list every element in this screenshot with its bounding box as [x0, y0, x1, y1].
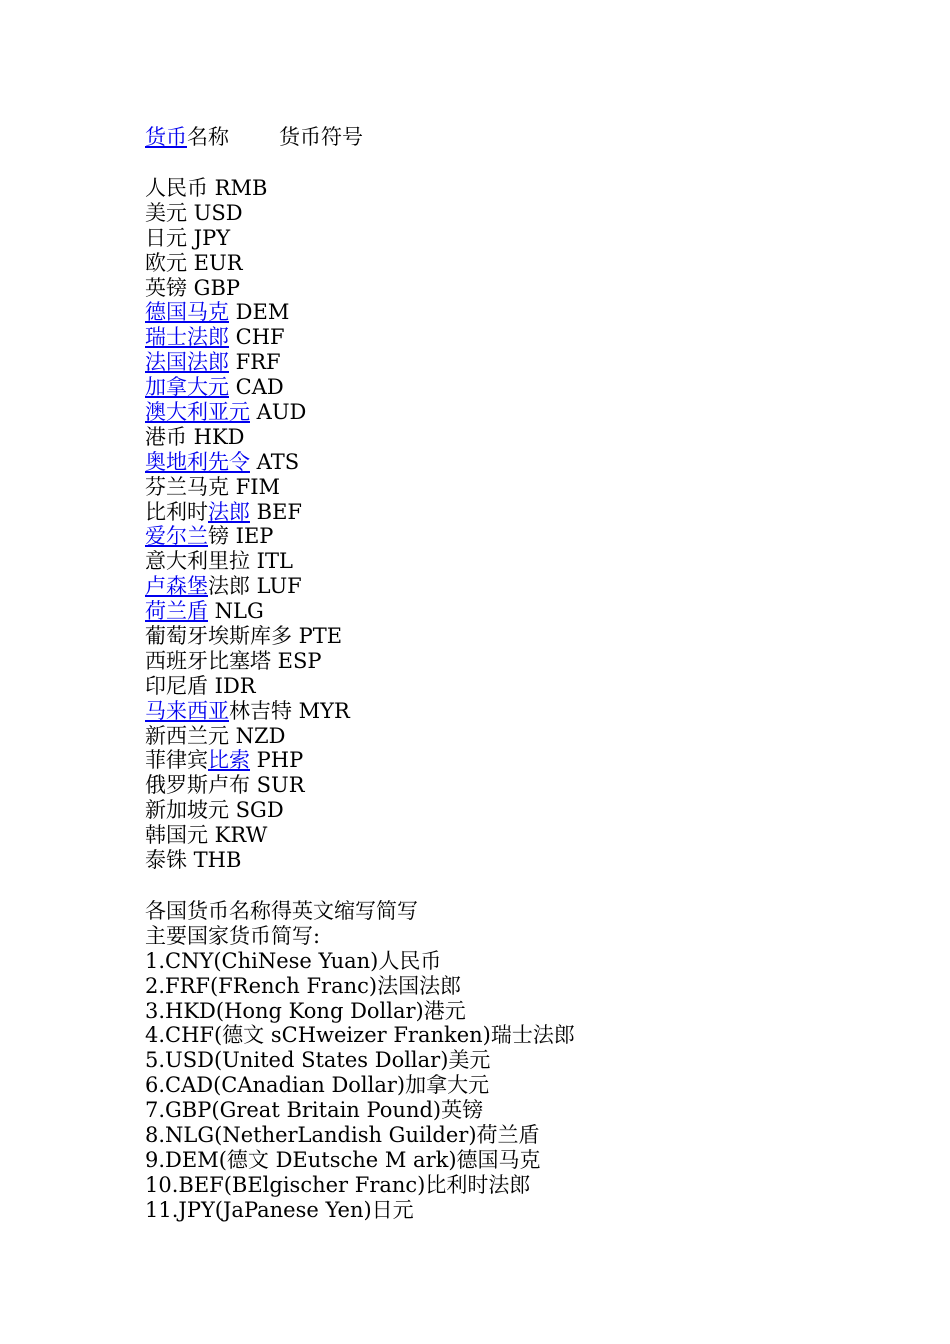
abbrev-item: 7.GBP(Great Britain Pound)英镑	[145, 1098, 484, 1123]
currency-row	[145, 425, 935, 450]
currency-text: BEF	[250, 499, 303, 524]
currency-text: FRF	[229, 350, 281, 375]
currency-text: 英镑 GBP	[145, 275, 241, 300]
currency-row	[145, 798, 935, 823]
currency-name-link[interactable]: 荷兰盾	[145, 599, 208, 624]
currency-text: 新加坡元 SGD	[145, 798, 284, 823]
currency-name-link[interactable]: 法郎	[208, 499, 250, 524]
abbrev-item: 8.NLG(NetherLandish Guilder)荷兰盾	[145, 1122, 540, 1147]
currency-text: 法郎 LUF	[208, 574, 302, 599]
currency-row	[145, 176, 935, 201]
abbrev-item: 1.CNY(ChiNese Yuan)人民币	[145, 948, 442, 973]
currency-row	[145, 699, 935, 724]
abbrev-item: 10.BEF(BElgischer Franc)比利时法郎	[145, 1172, 531, 1197]
currency-text: 印尼盾 IDR	[145, 673, 256, 698]
abbrev-item: 5.USD(United States Dollar)美元	[145, 1048, 491, 1073]
currency-text: 林吉特 MYR	[229, 698, 350, 723]
currency-text: 新西兰元 NZD	[145, 723, 286, 748]
currency-row	[145, 251, 935, 276]
currency-row	[145, 599, 935, 624]
abbrev-item: 9.DEM(德文 DEutsche M ark)德国马克	[145, 1147, 541, 1172]
currency-text: 韩国元 KRW	[145, 823, 268, 848]
abbrev-item: 4.CHF(德文 sCHweizer Franken)瑞士法郎	[145, 1023, 575, 1048]
currency-name-link[interactable]: 法国法郎	[145, 350, 229, 375]
header-symbol-label: 货币符号	[279, 125, 363, 149]
currency-text: PHP	[250, 748, 304, 773]
currency-name-link[interactable]: 马来西亚	[145, 698, 229, 723]
currency-row	[145, 400, 935, 425]
currency-name-link[interactable]: 奥地利先令	[145, 449, 250, 474]
currency-text: DEM	[229, 300, 290, 325]
currency-row	[145, 475, 935, 500]
currency-name-link[interactable]: 加拿大元	[145, 375, 229, 400]
currency-text: 人民币 RMB	[145, 176, 268, 200]
abbrev-subtitle: 主要国家货币简写:	[145, 923, 321, 948]
currency-name-link[interactable]: 德国马克	[145, 300, 229, 325]
currency-row	[145, 201, 935, 226]
currency-text: 意大利里拉 ITL	[145, 549, 293, 574]
currency-name-link[interactable]: 爱尔兰	[145, 524, 208, 549]
currency-text: 欧元 EUR	[145, 250, 243, 275]
currency-text: 葡萄牙埃斯库多 PTE	[145, 624, 343, 649]
currency-row	[145, 276, 935, 301]
abbrev-item: 6.CAD(CAnadian Dollar)加拿大元	[145, 1073, 490, 1098]
currency-text: NLG	[208, 599, 264, 624]
table-header	[145, 122, 935, 152]
currency-text: 俄罗斯卢布 SUR	[145, 773, 305, 798]
currency-text: 港币 HKD	[145, 424, 245, 449]
currency-text: AUD	[250, 400, 307, 425]
currency-text: 菲律宾	[145, 748, 208, 773]
abbrev-item: 2.FRF(FRench Franc)法国法郎	[145, 973, 462, 998]
currency-row	[145, 375, 935, 400]
currency-text: 日元 JPY	[145, 225, 231, 250]
currency-list	[145, 176, 935, 873]
currency-text: CHF	[229, 325, 285, 350]
currency-row	[145, 674, 935, 699]
currency-text: 泰铢 THB	[145, 848, 242, 873]
currency-row	[145, 325, 935, 350]
currency-row	[145, 226, 935, 251]
currency-text: 比利时	[145, 499, 208, 524]
currency-row	[145, 450, 935, 475]
currency-text: 美元 USD	[145, 200, 243, 225]
currency-row	[145, 773, 935, 798]
currency-row	[145, 724, 935, 749]
currency-row	[145, 848, 935, 873]
currency-row	[145, 350, 935, 375]
currency-name-link[interactable]: 澳大利亚元	[145, 400, 250, 425]
abbrev-title: 各国货币名称得英文缩写简写	[145, 898, 418, 923]
currency-text: CAD	[229, 375, 284, 400]
currency-text: 芬兰马克 FIM	[145, 474, 281, 499]
currency-text: 西班牙比塞塔 ESP	[145, 648, 322, 673]
currency-row	[145, 649, 935, 674]
document-body	[145, 122, 935, 1223]
currency-row	[145, 823, 935, 848]
currency-row	[145, 300, 935, 325]
abbrev-item: 3.HKD(Hong Kong Dollar)港元	[145, 998, 466, 1023]
header-name-label: 名称	[187, 125, 229, 149]
currency-text: 镑 IEP	[208, 524, 274, 549]
currency-name-link[interactable]: 卢森堡	[145, 574, 208, 599]
currency-row	[145, 500, 935, 525]
currency-row	[145, 574, 935, 599]
currency-name-link[interactable]: 比索	[208, 748, 250, 773]
currency-row	[145, 549, 935, 574]
abbrev-list	[145, 949, 935, 1223]
currency-link[interactable]: 货币	[145, 125, 187, 149]
abbrev-item: 11.JPY(JaPanese Yen)日元	[145, 1197, 414, 1222]
currency-row	[145, 624, 935, 649]
currency-text: ATS	[250, 449, 300, 474]
currency-name-link[interactable]: 瑞士法郎	[145, 325, 229, 350]
currency-row	[145, 524, 935, 549]
currency-row	[145, 748, 935, 773]
